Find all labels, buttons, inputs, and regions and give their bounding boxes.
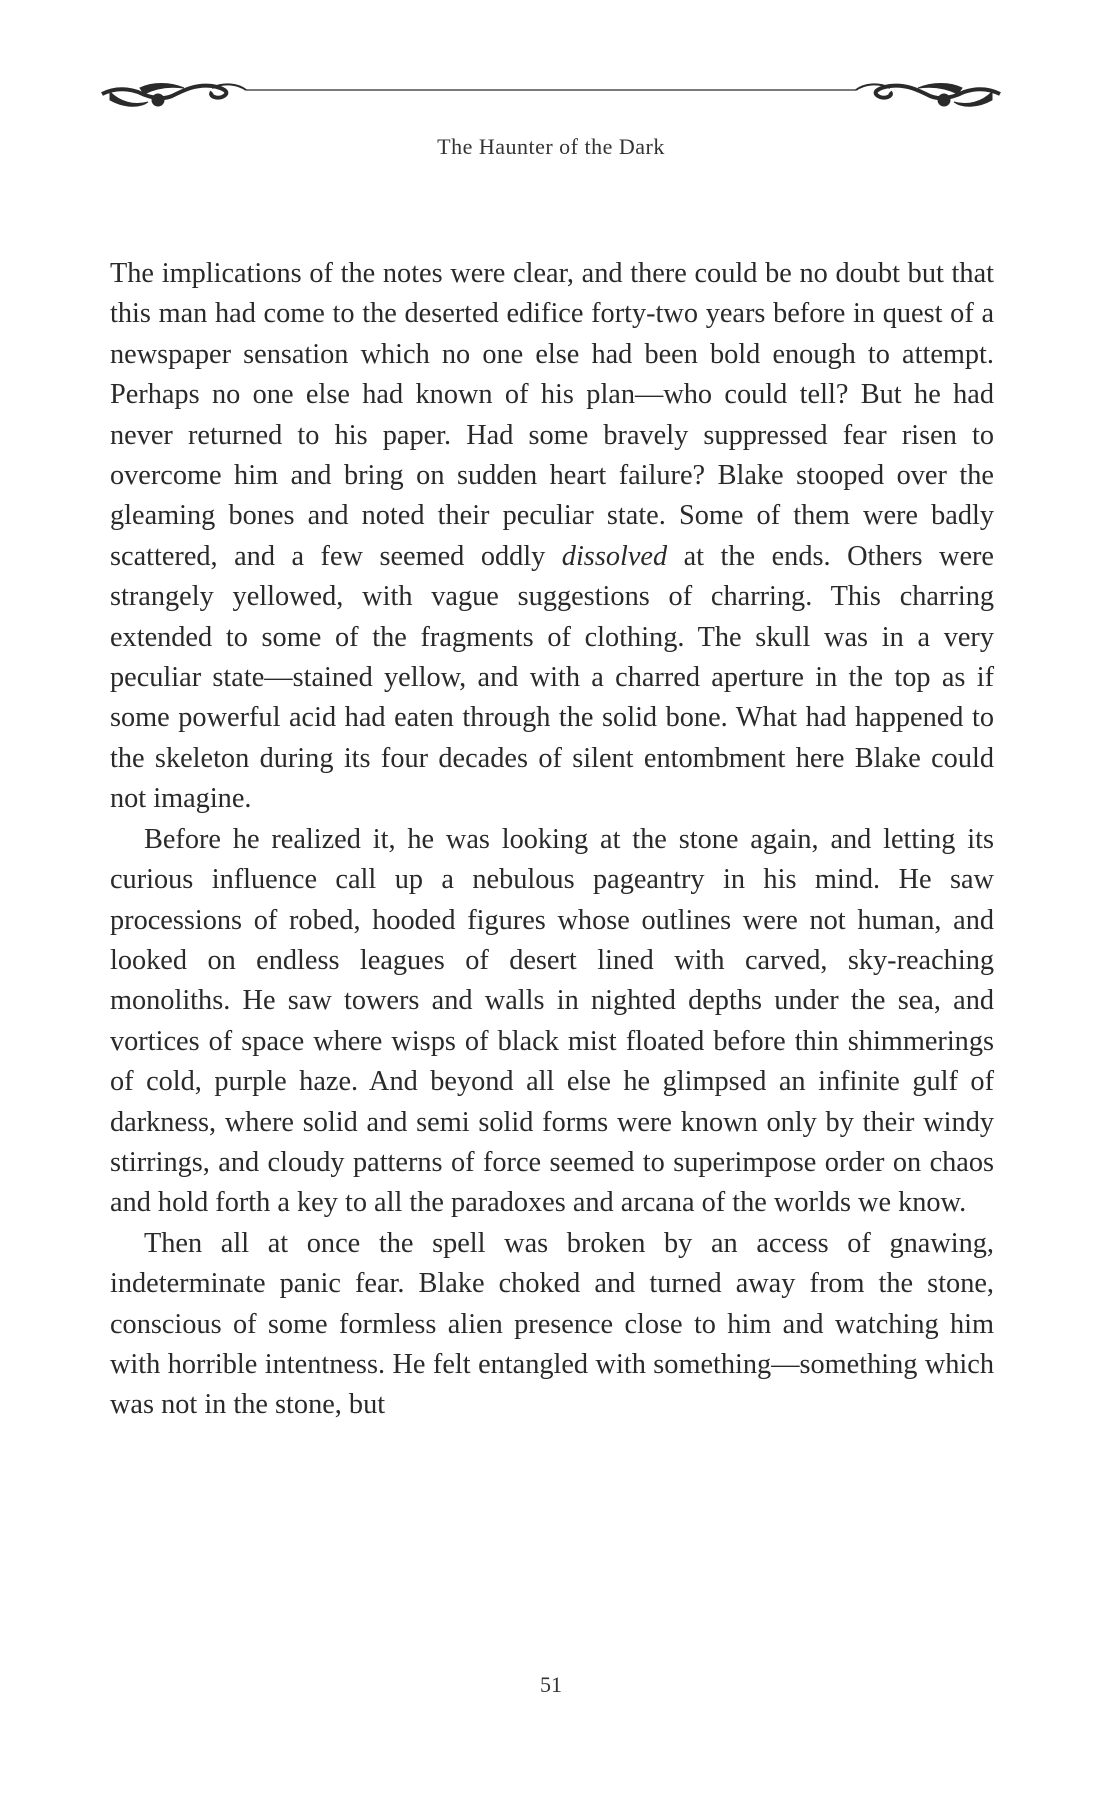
paragraph-1-part-a: The implications of the notes were clear, and there could be no doubt but that this man had come to the deserted edifice forty-two years before in quest of a newspaper sensation which no one else had been bold enough to attempt. Perhaps no one else had known of his plan—who could tell? But he had never returned to his paper. Had some bravely suppressed fear risen to overcome him and bring on sudden heart failure? Blake stooped over the gleaming bones and noted their peculiar state. Some of them were badly scattered, and a few seemed oddly bbox=[110, 258, 994, 572]
paragraph-1 bbox=[110, 254, 994, 820]
header-ornament-icon bbox=[100, 78, 1002, 114]
paragraph-2: Before he realized it, he was looking at the stone again, and letting its curious influence call up a nebulous pageantry in his mind. He saw processions of robed, hooded figures whose outlines were not human, and looked on endless leagues of desert lined with carved, sky-reaching monoliths. He saw towers and walls in nighted depths under the sea, and vortices of space where wisps of black mist floated before thin shimmerings of cold, purple haze. And beyond all else he glimpsed an infinite gulf of darkness, where solid and semi solid forms were known only by their windy stirrings, and cloudy patterns of force seemed to superimpose order on chaos and hold forth a key to all the paradoxes and arcana of the worlds we know. bbox=[110, 823, 994, 1219]
paragraph-3: Then all at once the spell was broken by an access of gnawing, indeterminate panic fear. Blake choked and turned away from the stone, conscious of some formless alien presence close to him and watching him with horrible intentness. He felt entangled with something—something which was not in the stone, but bbox=[110, 1227, 994, 1421]
page-number: 51 bbox=[540, 1672, 562, 1697]
running-head-title: The Haunter of the Dark bbox=[437, 134, 665, 159]
paragraph-1-part-b: at the ends. Others were strangely yellowed, with vague suggestions of charring. This charring extended to some of the fragments of clothing. The skull was in a very peculiar state—stained yellow, and with a charred aperture in the top as if some powerful acid had eaten through the solid bone. What had happened to the skeleton during its four decades of silent entombment here Blake could not imagine. bbox=[110, 540, 994, 815]
italic-word-dissolved: dissolved bbox=[561, 540, 668, 572]
body-text bbox=[110, 254, 994, 1426]
